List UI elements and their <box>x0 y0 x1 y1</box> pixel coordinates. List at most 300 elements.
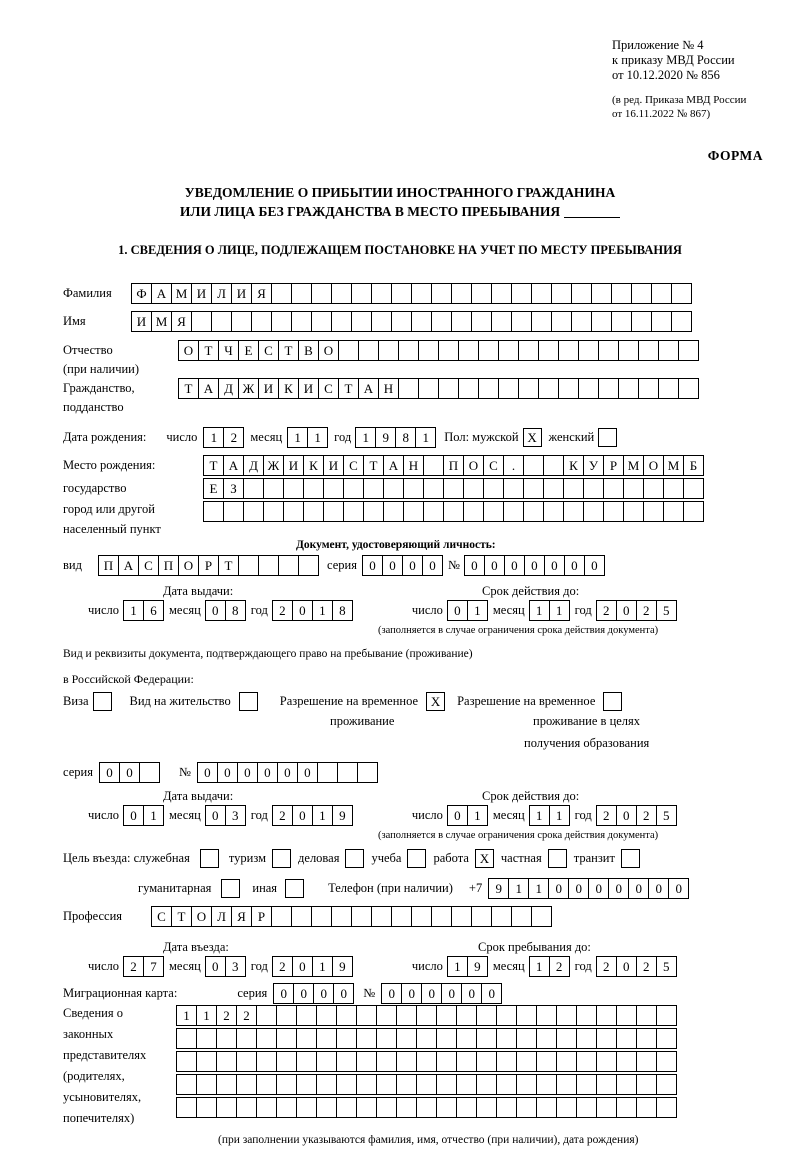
char-box[interactable]: 1 <box>307 427 328 448</box>
char-box[interactable] <box>576 1097 597 1118</box>
char-box[interactable]: С <box>138 555 159 576</box>
char-box[interactable]: Т <box>203 455 224 476</box>
char-box[interactable] <box>596 1051 617 1072</box>
char-box[interactable] <box>516 1005 537 1026</box>
reps-row-5[interactable] <box>176 1097 676 1118</box>
char-box[interactable]: 0 <box>584 555 605 576</box>
char-box[interactable] <box>631 311 652 332</box>
temp-residence-checkbox[interactable] <box>426 692 445 711</box>
char-box[interactable] <box>551 283 572 304</box>
char-box[interactable] <box>496 1051 517 1072</box>
char-box[interactable]: З <box>223 478 244 499</box>
char-box[interactable]: 0 <box>333 983 354 1004</box>
char-box[interactable]: И <box>231 283 252 304</box>
char-box[interactable]: П <box>443 455 464 476</box>
char-box[interactable] <box>471 311 492 332</box>
char-box[interactable] <box>418 340 439 361</box>
char-box[interactable] <box>196 1051 217 1072</box>
char-box[interactable] <box>611 311 632 332</box>
char-box[interactable] <box>243 478 264 499</box>
char-box[interactable]: О <box>643 455 664 476</box>
char-box[interactable] <box>523 501 544 522</box>
char-box[interactable]: П <box>98 555 119 576</box>
char-box[interactable] <box>278 555 299 576</box>
char-box[interactable] <box>416 1097 437 1118</box>
char-box[interactable] <box>403 478 424 499</box>
char-box[interactable]: 9 <box>332 805 353 826</box>
char-box[interactable]: 1 <box>447 956 468 977</box>
char-box[interactable] <box>398 378 419 399</box>
char-box[interactable]: 0 <box>277 762 298 783</box>
char-box[interactable]: 0 <box>616 600 637 621</box>
char-box[interactable] <box>476 1028 497 1049</box>
char-box[interactable] <box>463 478 484 499</box>
residence-permit-checkbox[interactable] <box>239 692 258 711</box>
char-box[interactable] <box>216 1028 237 1049</box>
doc-valid-day-boxes[interactable] <box>447 600 487 621</box>
char-box[interactable]: 0 <box>297 762 318 783</box>
char-box[interactable] <box>496 1005 517 1026</box>
char-box[interactable]: 0 <box>628 878 649 899</box>
char-box[interactable]: 2 <box>216 1005 237 1026</box>
char-box[interactable] <box>363 478 384 499</box>
char-box[interactable] <box>316 1005 337 1026</box>
char-box[interactable] <box>416 1051 437 1072</box>
char-box[interactable] <box>356 1074 377 1095</box>
char-box[interactable] <box>298 555 319 576</box>
edu-residence-checkbox[interactable] <box>603 692 622 711</box>
name-boxes[interactable] <box>131 311 691 332</box>
char-box[interactable]: В <box>298 340 319 361</box>
char-box[interactable] <box>356 1005 377 1026</box>
char-box[interactable] <box>456 1051 477 1072</box>
char-box[interactable] <box>276 1074 297 1095</box>
char-box[interactable] <box>658 340 679 361</box>
char-box[interactable] <box>256 1028 277 1049</box>
entry-month-boxes[interactable] <box>205 956 245 977</box>
doc-series-boxes[interactable] <box>362 555 442 576</box>
birthplace-row-3[interactable] <box>203 501 703 522</box>
char-box[interactable]: 1 <box>312 600 333 621</box>
char-box[interactable]: Х <box>475 849 494 868</box>
char-box[interactable] <box>543 501 564 522</box>
char-box[interactable] <box>658 378 679 399</box>
char-box[interactable]: 2 <box>636 600 657 621</box>
char-box[interactable] <box>351 283 372 304</box>
char-box[interactable] <box>431 283 452 304</box>
char-box[interactable] <box>416 1074 437 1095</box>
surname-boxes[interactable] <box>131 283 691 304</box>
char-box[interactable]: 5 <box>656 600 677 621</box>
char-box[interactable] <box>391 311 412 332</box>
purpose-study-checkbox[interactable] <box>407 849 426 868</box>
char-box[interactable] <box>216 1051 237 1072</box>
char-box[interactable] <box>476 1005 497 1026</box>
char-box[interactable]: 2 <box>272 956 293 977</box>
char-box[interactable]: Ж <box>263 455 284 476</box>
mig-number-boxes[interactable] <box>381 983 501 1004</box>
char-box[interactable] <box>338 340 359 361</box>
char-box[interactable] <box>663 501 684 522</box>
char-box[interactable]: 0 <box>447 600 468 621</box>
char-box[interactable] <box>563 501 584 522</box>
char-box[interactable] <box>556 1097 577 1118</box>
phone-boxes[interactable] <box>488 878 688 899</box>
char-box[interactable] <box>616 1028 637 1049</box>
char-box[interactable]: 0 <box>381 983 402 1004</box>
permit-valid-month-boxes[interactable] <box>529 805 569 826</box>
char-box[interactable] <box>623 478 644 499</box>
birth-day-boxes[interactable] <box>203 427 243 448</box>
char-box[interactable]: 2 <box>223 427 244 448</box>
char-box[interactable] <box>576 1051 597 1072</box>
char-box[interactable]: 9 <box>332 956 353 977</box>
char-box[interactable] <box>316 1097 337 1118</box>
char-box[interactable] <box>336 1051 357 1072</box>
char-box[interactable] <box>323 501 344 522</box>
char-box[interactable]: 0 <box>197 762 218 783</box>
char-box[interactable] <box>491 311 512 332</box>
char-box[interactable] <box>443 478 464 499</box>
char-box[interactable] <box>423 455 444 476</box>
char-box[interactable]: 0 <box>484 555 505 576</box>
char-box[interactable]: М <box>663 455 684 476</box>
char-box[interactable] <box>603 692 622 711</box>
char-box[interactable]: 0 <box>362 555 383 576</box>
char-box[interactable]: С <box>483 455 504 476</box>
char-box[interactable] <box>196 1074 217 1095</box>
char-box[interactable] <box>431 311 452 332</box>
char-box[interactable] <box>263 478 284 499</box>
char-box[interactable] <box>618 378 639 399</box>
char-box[interactable]: 0 <box>464 555 485 576</box>
char-box[interactable] <box>491 906 512 927</box>
char-box[interactable] <box>331 311 352 332</box>
char-box[interactable]: Я <box>171 311 192 332</box>
char-box[interactable]: 8 <box>225 600 246 621</box>
char-box[interactable]: А <box>223 455 244 476</box>
char-box[interactable] <box>536 1097 557 1118</box>
char-box[interactable]: Д <box>218 378 239 399</box>
char-box[interactable] <box>396 1051 417 1072</box>
char-box[interactable] <box>139 762 160 783</box>
char-box[interactable]: 0 <box>648 878 669 899</box>
stay-month-boxes[interactable] <box>529 956 569 977</box>
char-box[interactable]: К <box>278 378 299 399</box>
birthplace-row-2[interactable] <box>203 478 703 499</box>
char-box[interactable]: И <box>283 455 304 476</box>
char-box[interactable] <box>376 1074 397 1095</box>
char-box[interactable] <box>523 455 544 476</box>
char-box[interactable] <box>336 1028 357 1049</box>
char-box[interactable]: Х <box>426 692 445 711</box>
char-box[interactable]: 3 <box>225 956 246 977</box>
char-box[interactable] <box>556 1005 577 1026</box>
char-box[interactable]: 0 <box>382 555 403 576</box>
char-box[interactable] <box>683 501 704 522</box>
char-box[interactable]: Ж <box>238 378 259 399</box>
char-box[interactable]: И <box>323 455 344 476</box>
char-box[interactable]: 0 <box>99 762 120 783</box>
char-box[interactable]: Р <box>251 906 272 927</box>
char-box[interactable]: Ч <box>218 340 239 361</box>
char-box[interactable] <box>371 283 392 304</box>
purpose-work-checkbox[interactable] <box>475 849 494 868</box>
char-box[interactable] <box>371 311 392 332</box>
char-box[interactable]: 1 <box>287 427 308 448</box>
char-box[interactable] <box>398 340 419 361</box>
char-box[interactable] <box>498 378 519 399</box>
doc-valid-year-boxes[interactable] <box>596 600 676 621</box>
char-box[interactable] <box>336 1097 357 1118</box>
char-box[interactable]: А <box>198 378 219 399</box>
char-box[interactable] <box>336 1005 357 1026</box>
char-box[interactable] <box>471 283 492 304</box>
char-box[interactable]: Н <box>378 378 399 399</box>
char-box[interactable] <box>231 311 252 332</box>
char-box[interactable] <box>611 283 632 304</box>
char-box[interactable]: Ф <box>131 283 152 304</box>
char-box[interactable] <box>463 501 484 522</box>
char-box[interactable] <box>543 478 564 499</box>
char-box[interactable] <box>283 501 304 522</box>
char-box[interactable] <box>636 1028 657 1049</box>
char-box[interactable]: Т <box>198 340 219 361</box>
char-box[interactable]: 2 <box>636 805 657 826</box>
char-box[interactable]: 6 <box>143 600 164 621</box>
char-box[interactable]: 0 <box>205 956 226 977</box>
char-box[interactable] <box>638 340 659 361</box>
char-box[interactable] <box>538 340 559 361</box>
char-box[interactable]: М <box>171 283 192 304</box>
char-box[interactable] <box>316 1028 337 1049</box>
char-box[interactable] <box>376 1028 397 1049</box>
char-box[interactable]: 0 <box>123 805 144 826</box>
char-box[interactable] <box>483 501 504 522</box>
char-box[interactable] <box>638 378 659 399</box>
char-box[interactable] <box>356 1051 377 1072</box>
entry-day-boxes[interactable] <box>123 956 163 977</box>
char-box[interactable]: 0 <box>461 983 482 1004</box>
char-box[interactable] <box>476 1051 497 1072</box>
purpose-transit-checkbox[interactable] <box>621 849 640 868</box>
char-box[interactable]: Т <box>363 455 384 476</box>
char-box[interactable] <box>603 501 624 522</box>
char-box[interactable] <box>623 501 644 522</box>
char-box[interactable] <box>516 1074 537 1095</box>
char-box[interactable]: 5 <box>656 956 677 977</box>
char-box[interactable]: 2 <box>596 805 617 826</box>
char-box[interactable] <box>311 311 332 332</box>
char-box[interactable]: 0 <box>401 983 422 1004</box>
char-box[interactable] <box>239 692 258 711</box>
char-box[interactable]: А <box>151 283 172 304</box>
char-box[interactable]: 0 <box>205 805 226 826</box>
char-box[interactable]: Т <box>171 906 192 927</box>
char-box[interactable] <box>176 1028 197 1049</box>
char-box[interactable] <box>436 1005 457 1026</box>
char-box[interactable] <box>616 1097 637 1118</box>
char-box[interactable]: 0 <box>257 762 278 783</box>
char-box[interactable]: Т <box>278 340 299 361</box>
char-box[interactable] <box>296 1051 317 1072</box>
char-box[interactable]: Р <box>603 455 624 476</box>
char-box[interactable] <box>351 311 372 332</box>
char-box[interactable] <box>616 1051 637 1072</box>
char-box[interactable]: 1 <box>196 1005 217 1026</box>
char-box[interactable] <box>336 1074 357 1095</box>
char-box[interactable] <box>216 1097 237 1118</box>
char-box[interactable]: О <box>178 555 199 576</box>
char-box[interactable] <box>656 1074 677 1095</box>
char-box[interactable] <box>536 1005 557 1026</box>
char-box[interactable]: А <box>358 378 379 399</box>
char-box[interactable] <box>311 283 332 304</box>
char-box[interactable] <box>271 906 292 927</box>
char-box[interactable] <box>478 378 499 399</box>
char-box[interactable]: 0 <box>616 956 637 977</box>
char-box[interactable]: 1 <box>415 427 436 448</box>
char-box[interactable] <box>576 1074 597 1095</box>
char-box[interactable] <box>516 1097 537 1118</box>
char-box[interactable] <box>303 478 324 499</box>
char-box[interactable] <box>311 906 332 927</box>
char-box[interactable] <box>243 501 264 522</box>
char-box[interactable]: 0 <box>447 805 468 826</box>
char-box[interactable] <box>431 906 452 927</box>
char-box[interactable] <box>423 478 444 499</box>
char-box[interactable]: 2 <box>636 956 657 977</box>
permit-valid-year-boxes[interactable] <box>596 805 676 826</box>
char-box[interactable] <box>671 311 692 332</box>
char-box[interactable] <box>596 1097 617 1118</box>
char-box[interactable] <box>331 283 352 304</box>
char-box[interactable] <box>551 311 572 332</box>
char-box[interactable] <box>376 1005 397 1026</box>
char-box[interactable] <box>498 340 519 361</box>
char-box[interactable] <box>272 849 291 868</box>
char-box[interactable]: Е <box>203 478 224 499</box>
char-box[interactable] <box>256 1051 277 1072</box>
char-box[interactable] <box>563 478 584 499</box>
char-box[interactable] <box>536 1074 557 1095</box>
char-box[interactable]: 0 <box>588 878 609 899</box>
char-box[interactable] <box>436 1028 457 1049</box>
char-box[interactable]: 0 <box>422 555 443 576</box>
char-box[interactable] <box>258 555 279 576</box>
char-box[interactable]: О <box>178 340 199 361</box>
char-box[interactable]: 7 <box>143 956 164 977</box>
char-box[interactable] <box>416 1005 437 1026</box>
char-box[interactable]: 2 <box>596 956 617 977</box>
char-box[interactable] <box>556 1051 577 1072</box>
char-box[interactable]: 1 <box>549 600 570 621</box>
char-box[interactable]: 1 <box>312 805 333 826</box>
char-box[interactable]: 0 <box>544 555 565 576</box>
char-box[interactable] <box>663 478 684 499</box>
permit-issue-day-boxes[interactable] <box>123 805 163 826</box>
visa-checkbox[interactable] <box>93 692 112 711</box>
char-box[interactable] <box>671 283 692 304</box>
char-box[interactable] <box>471 906 492 927</box>
char-box[interactable]: 1 <box>549 805 570 826</box>
char-box[interactable] <box>678 340 699 361</box>
purpose-service-checkbox[interactable] <box>200 849 219 868</box>
permit-issue-month-boxes[interactable] <box>205 805 245 826</box>
char-box[interactable] <box>303 501 324 522</box>
char-box[interactable] <box>331 906 352 927</box>
char-box[interactable]: 0 <box>564 555 585 576</box>
purpose-other-checkbox[interactable] <box>285 879 304 898</box>
char-box[interactable] <box>618 340 639 361</box>
char-box[interactable]: 1 <box>528 878 549 899</box>
char-box[interactable]: 0 <box>441 983 462 1004</box>
char-box[interactable] <box>516 1051 537 1072</box>
char-box[interactable] <box>491 283 512 304</box>
char-box[interactable] <box>256 1074 277 1095</box>
char-box[interactable]: Я <box>231 906 252 927</box>
char-box[interactable]: 0 <box>313 983 334 1004</box>
char-box[interactable] <box>458 378 479 399</box>
char-box[interactable] <box>543 455 564 476</box>
doc-issue-year-boxes[interactable] <box>272 600 352 621</box>
doc-number-boxes[interactable] <box>464 555 604 576</box>
char-box[interactable] <box>411 311 432 332</box>
char-box[interactable] <box>456 1097 477 1118</box>
char-box[interactable] <box>596 1005 617 1026</box>
char-box[interactable] <box>496 1097 517 1118</box>
char-box[interactable] <box>451 311 472 332</box>
char-box[interactable] <box>443 501 464 522</box>
char-box[interactable]: Т <box>178 378 199 399</box>
char-box[interactable] <box>396 1028 417 1049</box>
char-box[interactable]: А <box>118 555 139 576</box>
char-box[interactable] <box>376 1051 397 1072</box>
char-box[interactable] <box>291 906 312 927</box>
char-box[interactable] <box>483 478 504 499</box>
char-box[interactable]: 1 <box>529 600 550 621</box>
char-box[interactable]: 8 <box>332 600 353 621</box>
char-box[interactable] <box>558 340 579 361</box>
char-box[interactable]: С <box>318 378 339 399</box>
char-box[interactable] <box>511 906 532 927</box>
char-box[interactable]: И <box>258 378 279 399</box>
char-box[interactable] <box>191 311 212 332</box>
permit-number-boxes[interactable] <box>197 762 377 783</box>
char-box[interactable] <box>636 1005 657 1026</box>
char-box[interactable] <box>317 762 338 783</box>
char-box[interactable] <box>591 311 612 332</box>
char-box[interactable] <box>678 378 699 399</box>
char-box[interactable]: 1 <box>143 805 164 826</box>
char-box[interactable]: 0 <box>119 762 140 783</box>
char-box[interactable] <box>436 1097 457 1118</box>
char-box[interactable] <box>651 283 672 304</box>
char-box[interactable]: 2 <box>123 956 144 977</box>
char-box[interactable] <box>236 1028 257 1049</box>
char-box[interactable]: К <box>563 455 584 476</box>
char-box[interactable] <box>423 501 444 522</box>
char-box[interactable]: 9 <box>488 878 509 899</box>
char-box[interactable] <box>316 1051 337 1072</box>
char-box[interactable] <box>285 879 304 898</box>
char-box[interactable]: И <box>191 283 212 304</box>
char-box[interactable] <box>343 501 364 522</box>
char-box[interactable]: М <box>623 455 644 476</box>
char-box[interactable] <box>436 1051 457 1072</box>
char-box[interactable] <box>391 906 412 927</box>
char-box[interactable]: 1 <box>529 956 550 977</box>
